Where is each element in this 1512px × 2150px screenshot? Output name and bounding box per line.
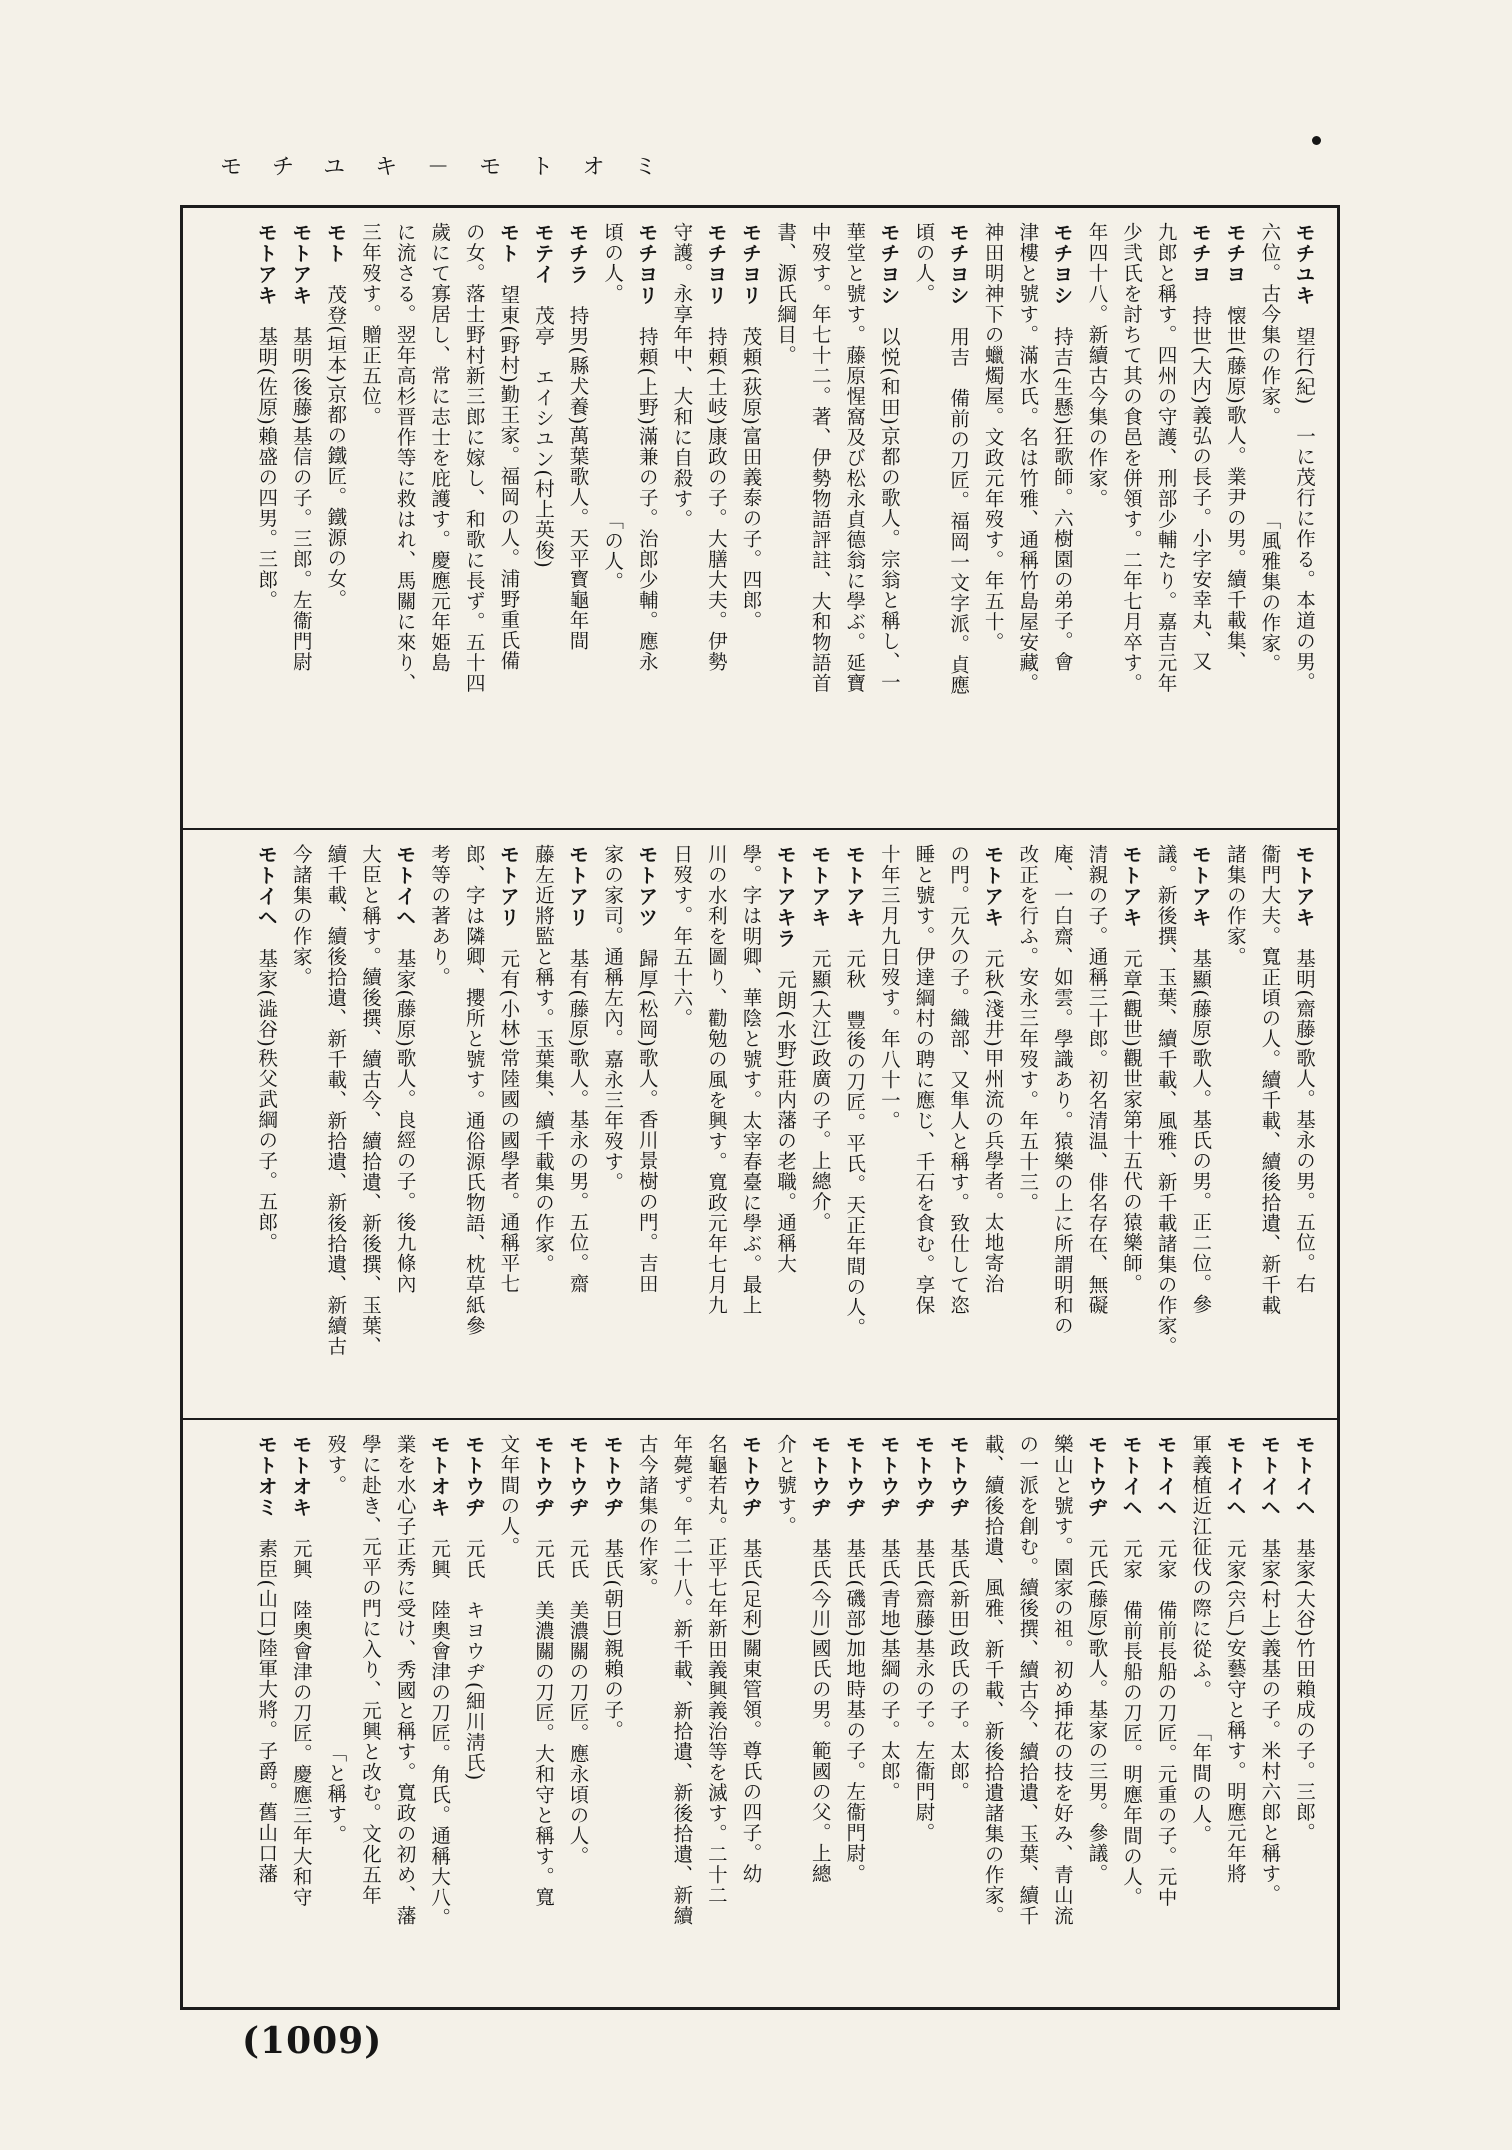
entry-line [1286,844,1321,1408]
entry-headword: モトウヂ [911,1434,936,1518]
running-head: モチユキ－モトオミ [220,155,687,180]
entry-headword: モチヨ [1222,222,1247,285]
entry-line [422,222,457,818]
entry-text: 茂頼(荻原)富田義泰の子。四郎。 [739,326,763,631]
entry-headword: モトオミ [254,1434,279,1518]
entry-line [525,1434,560,1997]
entry-text: 元家 備前長船の刀匠。明應年間の人。 [1120,1538,1144,1908]
entry-text: 學に赴き、元平の門に入り、元興と改む。文化五年 [358,1434,382,1906]
entry-text: 文年間の人。 [497,1434,521,1557]
entry-text: 業を水心子正秀に受け、秀國と稱す。寬政の初め、藩 [393,1434,417,1926]
entry-line [1217,222,1252,818]
entry-line [802,1434,837,1997]
entry-headword: モチヨリ [738,222,763,306]
entry-line [1217,844,1252,1408]
entry-headword: モトアキ [1292,844,1316,928]
entry-headword: モトアキ [254,222,279,306]
entry-text: 郎、字は隣卿、攖所と號す。通俗源氏物語、枕草紙參 [462,844,486,1336]
entry-line [975,222,1010,818]
entry-line [629,1434,664,1997]
entry-line [1010,222,1045,818]
page-number: (1009) [242,2020,383,2062]
entry-text: 古今諸集の作家。 [635,1434,659,1598]
entry-text: 基明(後藤)基信の子。三郎。左衞門尉 [289,326,313,672]
entry-text: 元秋(淺井)甲州流の兵學者。太地寄治 [981,948,1005,1294]
entry-line [249,222,284,818]
entry-text: 基家(藤原)歌人。良經の子。後九條內 [393,948,417,1294]
section-bottom [183,1420,1337,2007]
entry-line [837,844,872,1408]
entry-column-block [199,1434,1321,1997]
entry-line [940,844,975,1408]
entry-text: 議。新後撰、玉葉、續千載、風雅、新千載諸集の作家。 [1154,844,1178,1357]
entry-text: 年薨ず。年二十八。新千載、新拾遺、新後拾遺、新續 [670,1434,694,1926]
entry-headword: モトウヂ [876,1434,901,1518]
entry-text: 歿す。 「と稱す。 [324,1434,348,1845]
entry-line [1113,1434,1148,1997]
entry-headword: モトイヘ [1153,1434,1178,1518]
entry-headword: モチラ [565,222,590,285]
entry-text: 基明(佐原)賴盛の四男。三郎。 [255,326,279,611]
entry-line [871,222,906,818]
entry-text: 基顯(藤原)歌人。基氏の男。正二位。參 [1189,948,1213,1315]
entry-text: 元朗(水野)莊内藩の老職。通稱大 [774,969,798,1274]
entry-headword: モトアキ [980,844,1005,928]
entry-text: 元家(宍戶)安藝守と稱す。明應元年將 [1223,1538,1247,1884]
entry-line [491,844,526,1408]
entry-headword: モトアキ [1188,844,1213,928]
entry-line [1010,844,1045,1408]
entry-text: 元興 陸奧會津の刀匠。角氏。通稱大八。 [428,1538,452,1928]
entry-text: 介と號す。 [774,1434,798,1537]
entry-text: 九郎と稱す。四州の守護、刑部少輔たり。嘉吉元年 [1154,222,1178,694]
entry-headword: モトアキラ [773,844,798,949]
entry-line [698,222,733,818]
entry-line [1252,1434,1287,1997]
entry-headword: モトウヂ [461,1434,486,1518]
entry-line [1044,1434,1079,1997]
entry-text: の門。元久の子。織部、又隼人と稱す。致仕して恣 [947,844,971,1316]
entry-line [1010,1434,1045,1997]
entry-headword: モトウヂ [565,1434,590,1518]
entry-headword: モトイヘ [1257,1434,1282,1518]
entry-line [422,1434,457,1997]
entry-line [1113,844,1148,1408]
entry-text: 軍義植近江征伐の際に從ふ。 「年間の人。 [1189,1434,1213,1845]
entry-line [837,222,872,818]
entry-text: 歲にて寡居し、常に志士を庇護す。慶應元年姫島 [428,222,452,673]
entry-column-block [199,844,1321,1408]
entry-text: 基氏(新田)政氏の子。太郎。 [947,1538,971,1802]
entry-line [1252,222,1287,818]
entry-line [1148,844,1183,1408]
entry-text: 用吉 備前の刀匠。福岡一文字派。貞應 [947,326,971,696]
entry-headword: モトウヂ [807,1434,832,1518]
entry-headword: モトイヘ [1222,1434,1247,1518]
entry-text: 樂山と號す。園家の祖。初め挿花の技を好み、青山流 [1050,1434,1074,1926]
entry-text: 續千載、續後拾遺、新千載、新拾遺、新後拾遺、新續古 [324,844,348,1357]
entry-line [1044,844,1079,1408]
entry-headword: モトアリ [565,844,590,928]
entry-line [975,1434,1010,1997]
entry-headword: モトイヘ [1119,1434,1144,1518]
section-middle [183,830,1337,1418]
entry-text: 華堂と號す。藤原惺窩及び松永貞德翁に學ぶ。延寶 [843,222,867,694]
entry-line [1183,844,1218,1408]
entry-line [1183,1434,1218,1997]
entry-column-block [199,222,1321,818]
entry-text: 持頼(上野)滿兼の子。治郎少輔。應永 [635,326,659,672]
entry-headword: モトアリ [496,844,521,928]
entry-text: 持男(縣犬養)萬葉歌人。天平寳龜年間 [566,305,590,651]
entry-line [1079,1434,1114,1997]
entry-text: 日歿す。年五十六。 [670,844,694,1029]
entry-line [525,844,560,1408]
entry-line [1079,844,1114,1408]
entry-line [940,1434,975,1997]
entry-headword: モト [323,222,348,264]
entry-headword: モトイヘ [1292,1434,1316,1518]
page-frame [180,205,1340,2010]
entry-text: 守護。永享年中、大和に自殺す。 [670,222,694,530]
entry-text: 庵、一白齋、如雲。學識あり。猿樂の上に所謂明和の [1050,844,1074,1336]
entry-text: 元氏(藤原)歌人。基家の三男。參議。 [1085,1538,1109,1884]
entry-text: 元氏 美濃關の刀匠。大和守と稱す。寬 [531,1538,555,1908]
entry-text: に流さる。翌年高杉晋作等に救はれ、馬關に來り、 [393,222,417,694]
entry-text: 清親の子。通稱三十郎。初名清温、俳名存在、無礙 [1085,844,1109,1316]
entry-text: の女。落士野村新三郎に嫁し、和歌に長ず。五十四 [462,222,486,694]
entry-text: 今諸集の作家。 [289,844,313,988]
entry-headword: モトオキ [427,1434,452,1518]
entry-line [837,1434,872,1997]
bullet-mark [1312,136,1321,145]
entry-text: 元氏 キヨウヂ(細川淸氏) [462,1538,486,1782]
entry-headword: モトウヂ [530,1434,555,1518]
entry-line [318,844,353,1408]
entry-text: 以悦(和田)京都の歌人。宗翁と稱し、一 [877,326,901,693]
entry-text: 十年三月九日歿す。年八十一。 [877,844,901,1131]
entry-text: 持吉(生懸)狂歌師。六樹園の弟子。會 [1050,326,1074,672]
entry-line [352,222,387,818]
entry-line [422,844,457,1408]
entry-text: 元顯(大江)政廣の子。上總介。 [808,948,832,1233]
entry-line [283,1434,318,1997]
entry-line [698,1434,733,1997]
entry-line [629,844,664,1408]
entry-headword: モチヨ [1188,222,1213,285]
entry-text: 素臣(山口)陸軍大將。子爵。舊山口藩 [255,1538,279,1884]
entry-line [456,222,491,818]
entry-text: 名龜若丸。正平七年新田義興義治等を滅す。二十二 [704,1434,728,1906]
entry-line [595,222,630,818]
entry-line [768,222,803,818]
entry-text: の一派を創む。續後撰、續古今、續拾遺、玉葉、續千 [1016,1434,1040,1926]
entry-line [1148,222,1183,818]
entry-text: 基家(大谷)竹田賴成の子。三郎。 [1293,1538,1316,1843]
entry-line [940,222,975,818]
entry-line [906,844,941,1408]
entry-line [456,844,491,1408]
entry-line [595,844,630,1408]
entry-headword: モチヨシ [946,222,971,306]
entry-text: 元家 備前長船の刀匠。元重の子。元中 [1154,1538,1178,1908]
entry-line [1286,1434,1321,1997]
entry-line [249,844,284,1408]
entry-text: 少弐氏を討ちて其の食邑を併領す。二年七月卒す。 [1120,222,1144,694]
entry-headword: モトアキ [288,222,313,306]
entry-text: 載、續後拾遺、風雅、新千載、新後拾遺諸集の作家。 [981,1434,1005,1926]
entry-text: 元興 陸奧會津の刀匠。慶應三年大和守 [289,1538,313,1908]
entry-headword: モトウヂ [842,1434,867,1518]
section-top [183,208,1337,828]
entry-text: 持世(大内)義弘の長子。小字安幸丸、又 [1189,305,1213,672]
entry-line [1148,1434,1183,1997]
entry-headword: モトウヂ [600,1434,625,1518]
entry-text: 衞門大夫。寬正頃の人。續千載、續後拾遺、新千載 [1258,844,1282,1316]
entry-text: 川の水利を圖り、勸勉の風を興す。寬政元年七月九 [704,844,728,1316]
entry-line [768,1434,803,1997]
entry-headword: モトオキ [288,1434,313,1518]
entry-text: 歸厚(松岡)歌人。香川景樹の門。吉田 [635,948,659,1294]
entry-headword: モトアキ [1119,844,1144,928]
entry-text: 六位。古今集の作家。 「風雅集の作家。 [1258,222,1282,674]
entry-line [733,844,768,1408]
entry-headword: モト [496,222,521,264]
entry-text: 元氏 美濃關の刀匠。應永頃の人。 [566,1538,590,1867]
entry-headword: モトアツ [634,844,659,928]
entry-text: 基氏(齋藤)基永の子。左衞門尉。 [912,1538,936,1843]
entry-line [560,844,595,1408]
entry-text: 茂登(垣本)京都の鐵匠。鐵源の女。 [324,284,348,610]
entry-line [318,222,353,818]
entry-text: 元有(小林)常陸國の國學者。通稱平七 [497,948,521,1294]
entry-line [664,844,699,1408]
entry-line [595,1434,630,1997]
entry-text: 元章(觀世)觀世家第十五代の猿樂師。 [1120,948,1144,1294]
entry-headword: モトアキ [842,844,867,928]
entry-line [802,844,837,1408]
entry-line [283,844,318,1408]
entry-line [387,222,422,818]
entry-headword: モテイ [530,222,555,285]
entry-headword: モチユキ [1292,222,1316,306]
entry-line [802,222,837,818]
entry-line [249,1434,284,1997]
entry-text: 頃の人。 「の人。 [601,222,625,592]
entry-line [560,1434,595,1997]
entry-headword: モトウヂ [946,1434,971,1518]
entry-line [1183,222,1218,818]
entry-line [283,222,318,818]
entry-text: 茂亭 エイシユン(村上英俊) [531,305,555,569]
entry-line [352,844,387,1408]
entry-line [1217,1434,1252,1997]
entry-text: 元秋 豐後の刀匠。平氏。天正年間の人。 [843,948,867,1338]
entry-text: 懐世(藤原)歌人。業尹の男。續千載集、 [1223,305,1247,672]
entry-headword: モトウヂ [738,1434,763,1518]
entry-text: 諸集の作家。 [1223,844,1247,967]
entry-line [629,222,664,818]
entry-line [768,844,803,1408]
entry-headword: モトウヂ [1084,1434,1109,1518]
entry-line [560,222,595,818]
entry-text: 中歿す。年七十二。著、伊勢物語評註、大和物語首 [808,222,832,694]
entry-text: 基氏(足利)關東管領。尊氏の四子。幼 [739,1538,763,1884]
entry-text: 家の家司。通稱左內。嘉永三年歿す。 [601,844,625,1193]
entry-headword: モチヨシ [1049,222,1074,306]
entry-line [906,1434,941,1997]
entry-text: 持頼(土岐)康政の子。大膳大夫。伊勢 [704,326,728,672]
entry-text: 基明(齋藤)歌人。基永の男。五位。右 [1293,948,1316,1294]
entry-text: 神田明神下の蠟燭屋。文政元年歿す。年五十。 [981,222,1005,653]
entry-text: 基有(藤原)歌人。基永の男。五位。齋 [566,948,590,1294]
entry-line [664,1434,699,1997]
entry-text: 基家(村上)義基の子。米村六郎と稱す。 [1258,1538,1282,1905]
entry-text: 基氏(青地)基綱の子。太郎。 [877,1538,901,1802]
entry-headword: モトアキ [807,844,832,928]
entry-text: 頃の人。 [912,222,936,304]
entry-line [1252,844,1287,1408]
entry-line [698,844,733,1408]
entry-text: 基氏(朝日)親賴の子。 [601,1538,625,1741]
entry-line [387,844,422,1408]
entry-line [1286,222,1321,818]
entry-text: 基氏(磯部)加地時基の子。左衞門尉。 [843,1538,867,1884]
entry-headword: モトイヘ [392,844,417,928]
entry-text: 基家(澁谷)秩父武綱の子。五郎。 [255,948,279,1253]
entry-line [1079,222,1114,818]
entry-line [387,1434,422,1997]
entry-line [733,1434,768,1997]
entry-text: 大臣と稱す。續後撰、續古今、續拾遺、新後撰、玉葉、 [358,844,382,1357]
entry-text: 望行(紀) 一に茂行に作る。本道の男。 [1293,326,1316,693]
entry-text: 考等の著あり。 [428,844,452,988]
entry-line [1044,222,1079,818]
entry-line [491,1434,526,1997]
entry-text: 學。字は明卿、華陰と號す。太宰春臺に學ぶ。最上 [739,844,763,1316]
entry-text: 書、源氏綱目。 [774,222,798,366]
entry-line [871,1434,906,1997]
entry-line [1113,222,1148,818]
entry-line [318,1434,353,1997]
entry-headword: モチヨリ [634,222,659,306]
entry-line [871,844,906,1408]
entry-text: 年四十八。新續古今集の作家。 [1085,222,1109,509]
entry-text: 藤左近將監と稱す。玉葉集、續千載集の作家。 [531,844,555,1275]
entry-line [975,844,1010,1408]
entry-text: 睡と號す。伊達綱村の聘に應じ、千石を食む。享保 [912,844,936,1316]
entry-line [664,222,699,818]
entry-headword: モチヨシ [876,222,901,306]
entry-headword: モトイヘ [254,844,279,928]
entry-text: 基氏(今川)國氏の男。範國の父。上總 [808,1538,832,1884]
entry-line [906,222,941,818]
entry-line [352,1434,387,1997]
entry-headword: モチヨリ [703,222,728,306]
entry-text: 望東(野村)勤王家。福岡の人。浦野重氏備 [497,284,521,671]
entry-text: 三年歿す。贈正五位。 [358,222,382,427]
entry-line [491,222,526,818]
entry-text: 津樓と號す。滿水氏。名は竹雅、通稱竹島屋安藏。 [1016,222,1040,694]
entry-line [733,222,768,818]
entry-line [525,222,560,818]
entry-line [456,1434,491,1997]
entry-text: 改正を行ふ。安永三年歿す。年五十三。 [1016,844,1040,1213]
